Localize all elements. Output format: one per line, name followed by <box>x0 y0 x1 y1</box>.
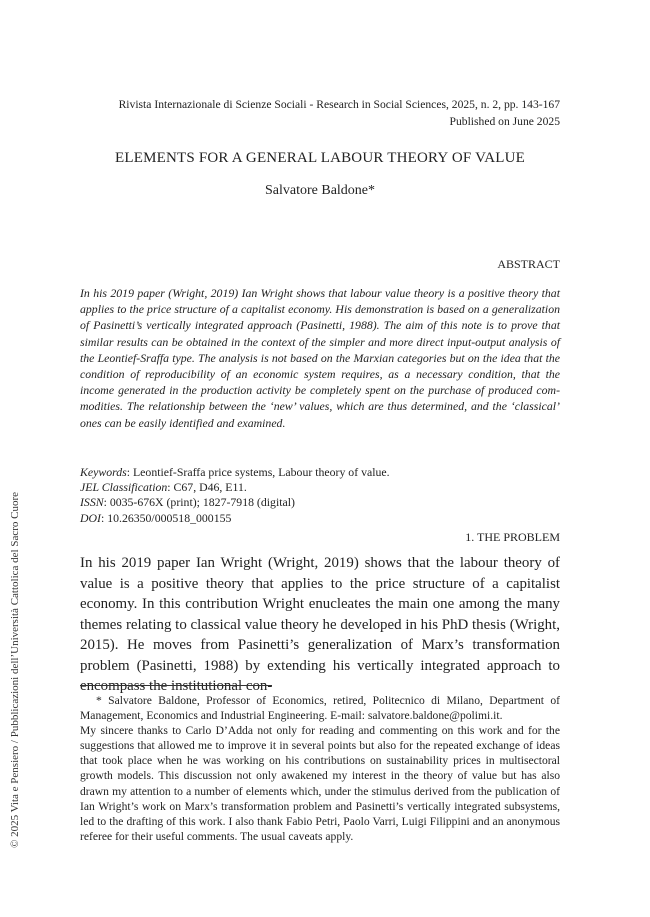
jel-line <box>80 480 560 495</box>
jel-value: : C67, D46, E11. <box>167 480 247 495</box>
copyright-sidebar <box>8 490 22 850</box>
keywords-value: : Leontief-Sraffa price systems, Labour theory of value. <box>126 465 390 479</box>
doi-label: DOI <box>80 510 101 525</box>
abstract-heading: ABSTRACT <box>497 257 560 271</box>
article-author: Salvatore Baldone* <box>264 183 376 198</box>
issn-line <box>80 495 560 510</box>
journal-citation: Rivista Internazionale di Scienze Sociali - Research in Social Sciences, 2025, n. 2, pp. 143-167 <box>118 98 560 111</box>
issn-label: ISSN <box>80 495 104 510</box>
doi-line <box>80 511 560 526</box>
keywords-label: Keywords <box>80 465 127 479</box>
copyright-text: © 2025 Vita e Pensiero / Pubblicazioni dell’Università Cattolica del Sacro Cuore <box>9 491 21 849</box>
article-title: ELEMENTS FOR A GENERAL LABOUR THEORY OF VALUE <box>114 150 525 166</box>
footnote <box>80 693 560 844</box>
publication-date: Published on June 2025 <box>449 115 560 128</box>
keywords-line <box>80 465 560 480</box>
abstract-text: In his 2019 paper (Wright, 2019) Ian Wright shows that labour value theory is a positive theory that applies to the price structure of a capitalist economy. His demonstration is based on a generalization of Pasinetti’s vertically integrated approach (Pasinetti, 1988). The aim of this note is to prove that similar results can be obtained in the context of the simpler and more direct input-output analysis of the Leontief-Sraffa type. The analysis is not based on the Marxian categories but on the idea that the condition of reproducibility of an economic system requires, as a necessary condition, that the income generated in the production activity be completely spent on the purchase of produced com-modities. The relationship between the ‘new’ values, which are thus determined, and the ‘classical’ ones can be easily identified and examined. <box>80 286 560 430</box>
journal-header <box>80 96 560 130</box>
footnote-acknowledgements: My sincere thanks to Carlo D’Adda not only for reading and commenting on this work and for the suggestions that allowed me to improve it in several points but also for the repeated exchange of ideas that took place when he was working on his contributions on sustainability prices in multisectoral growth models. This discussion not only awakened my interest in the theory of value but has also drawn my attention to a number of elements which, under the stimulus derived from the publication of Ian Wright’s work on Marx’s transformation problem and Pasinetti’s vertically integrated subsystems, led to the drafting of this work. I also thank Fabio Petri, Paolo Varri, Luigi Filippini and an anonymous referee for their useful comments. The usual caveats apply. <box>80 724 560 843</box>
section-body-text: In his 2019 paper Ian Wright (Wright, 2019) shows that the labour theory of value is a positive theory that applies to the price structure of a capitalist economy. In this contribution Wright enucleates the main one among the many themes relating to classical value theory he developed in his PhD thesis (Wright, 2015). He moves from Pasinetti’s generalization of Marx’s transformation problem (Pasinetti, 1988) by extending his vertically integrated approach to encompass the institutional con- <box>80 555 560 694</box>
footnote-affiliation: * Salvatore Baldone, Professor of Economics, retired, Politecnico di Milano, Department of Management, Economics and Industrial Engineering. E-mail: salvatore.baldone@polimi.it. <box>80 694 560 723</box>
section-heading: 1. THE PROBLEM <box>465 530 560 544</box>
footnote-divider <box>80 685 272 686</box>
issn-value: : 0035-676X (print); 1827-7918 (digital) <box>103 495 295 510</box>
jel-label: JEL Classification <box>80 480 168 495</box>
doi-value: : 10.26350/000518_000155 <box>100 510 232 525</box>
article-metadata <box>80 465 560 526</box>
